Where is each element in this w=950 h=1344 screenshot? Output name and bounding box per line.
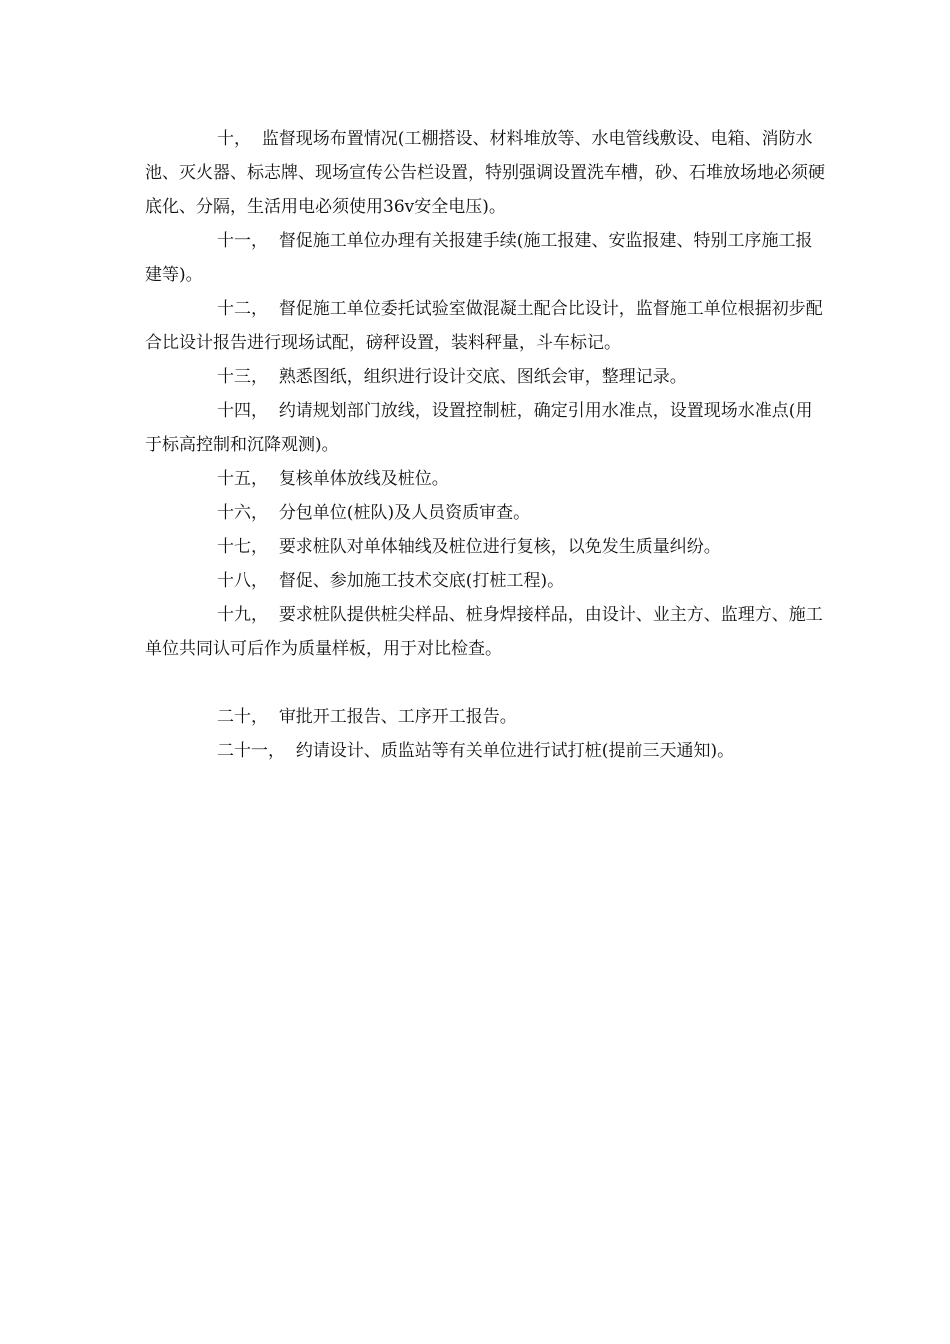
item-number: 十， [217,129,251,149]
paragraph-item-13 [145,360,825,394]
paragraph-item-18 [145,564,825,598]
paragraph-item-20 [145,700,825,734]
document-body [145,122,825,768]
item-number: 十四， [217,401,268,421]
item-number: 十六， [217,503,268,523]
item-text: 督促、参加施工技术交底(打桩工程)。 [278,571,565,591]
item-number: 二十， [217,707,268,727]
item-text: 监督现场布置情况(工棚搭设、材料堆放等、水电管线敷设、电箱、消防水池、灭火器、标志牌、现场宣传公告栏设置，特别强调设置洗车槽，砂、石堆放场地必须硬底化、分隔，生活用电必须使用36v安全电压)。 [145,129,825,217]
paragraph-item-12 [145,292,825,360]
paragraph-item-16 [145,496,825,530]
item-text: 要求桩队对单体轴线及桩位进行复核，以免发生质量纠纷。 [278,537,721,557]
item-number: 十七， [217,537,268,557]
paragraph-spacer [145,666,825,700]
item-number: 十一， [217,231,268,251]
item-text: 复核单体放线及桩位。 [278,469,449,489]
paragraph-item-21 [145,734,825,768]
item-text: 督促施工单位委托试验室做混凝土配合比设计，监督施工单位根据初步配合比设计报告进行现场试配，磅秤设置，装料秤量，斗车标记。 [145,299,823,353]
item-text: 约请设计、质监站等有关单位进行试打桩(提前三天通知)。 [295,741,735,761]
paragraph-item-14 [145,394,825,462]
item-text: 熟悉图纸，组织进行设计交底、图纸会审，整理记录。 [278,367,687,387]
item-number: 二十一， [217,741,285,761]
item-number: 十八， [217,571,268,591]
paragraph-item-19 [145,598,825,666]
paragraph-item-15 [145,462,825,496]
item-text: 审批开工报告、工序开工报告。 [278,707,517,727]
paragraph-item-11 [145,224,825,292]
item-text: 分包单位(桩队)及人员资质审查。 [278,503,531,523]
item-text: 督促施工单位办理有关报建手续(施工报建、安监报建、特别工序施工报建等)。 [145,231,813,285]
item-text: 要求桩队提供桩尖样品、桩身焊接样品，由设计、业主方、监理方、施工单位共同认可后作为质量样板，用于对比检查。 [145,605,823,659]
paragraph-item-17 [145,530,825,564]
paragraph-item-10 [145,122,825,224]
item-number: 十二， [217,299,268,319]
item-number: 十三， [217,367,268,387]
item-number: 十五， [217,469,268,489]
item-text: 约请规划部门放线，设置控制桩，确定引用水准点，设置现场水准点(用于标高控制和沉降观测)。 [145,401,813,455]
item-number: 十九， [217,605,268,625]
